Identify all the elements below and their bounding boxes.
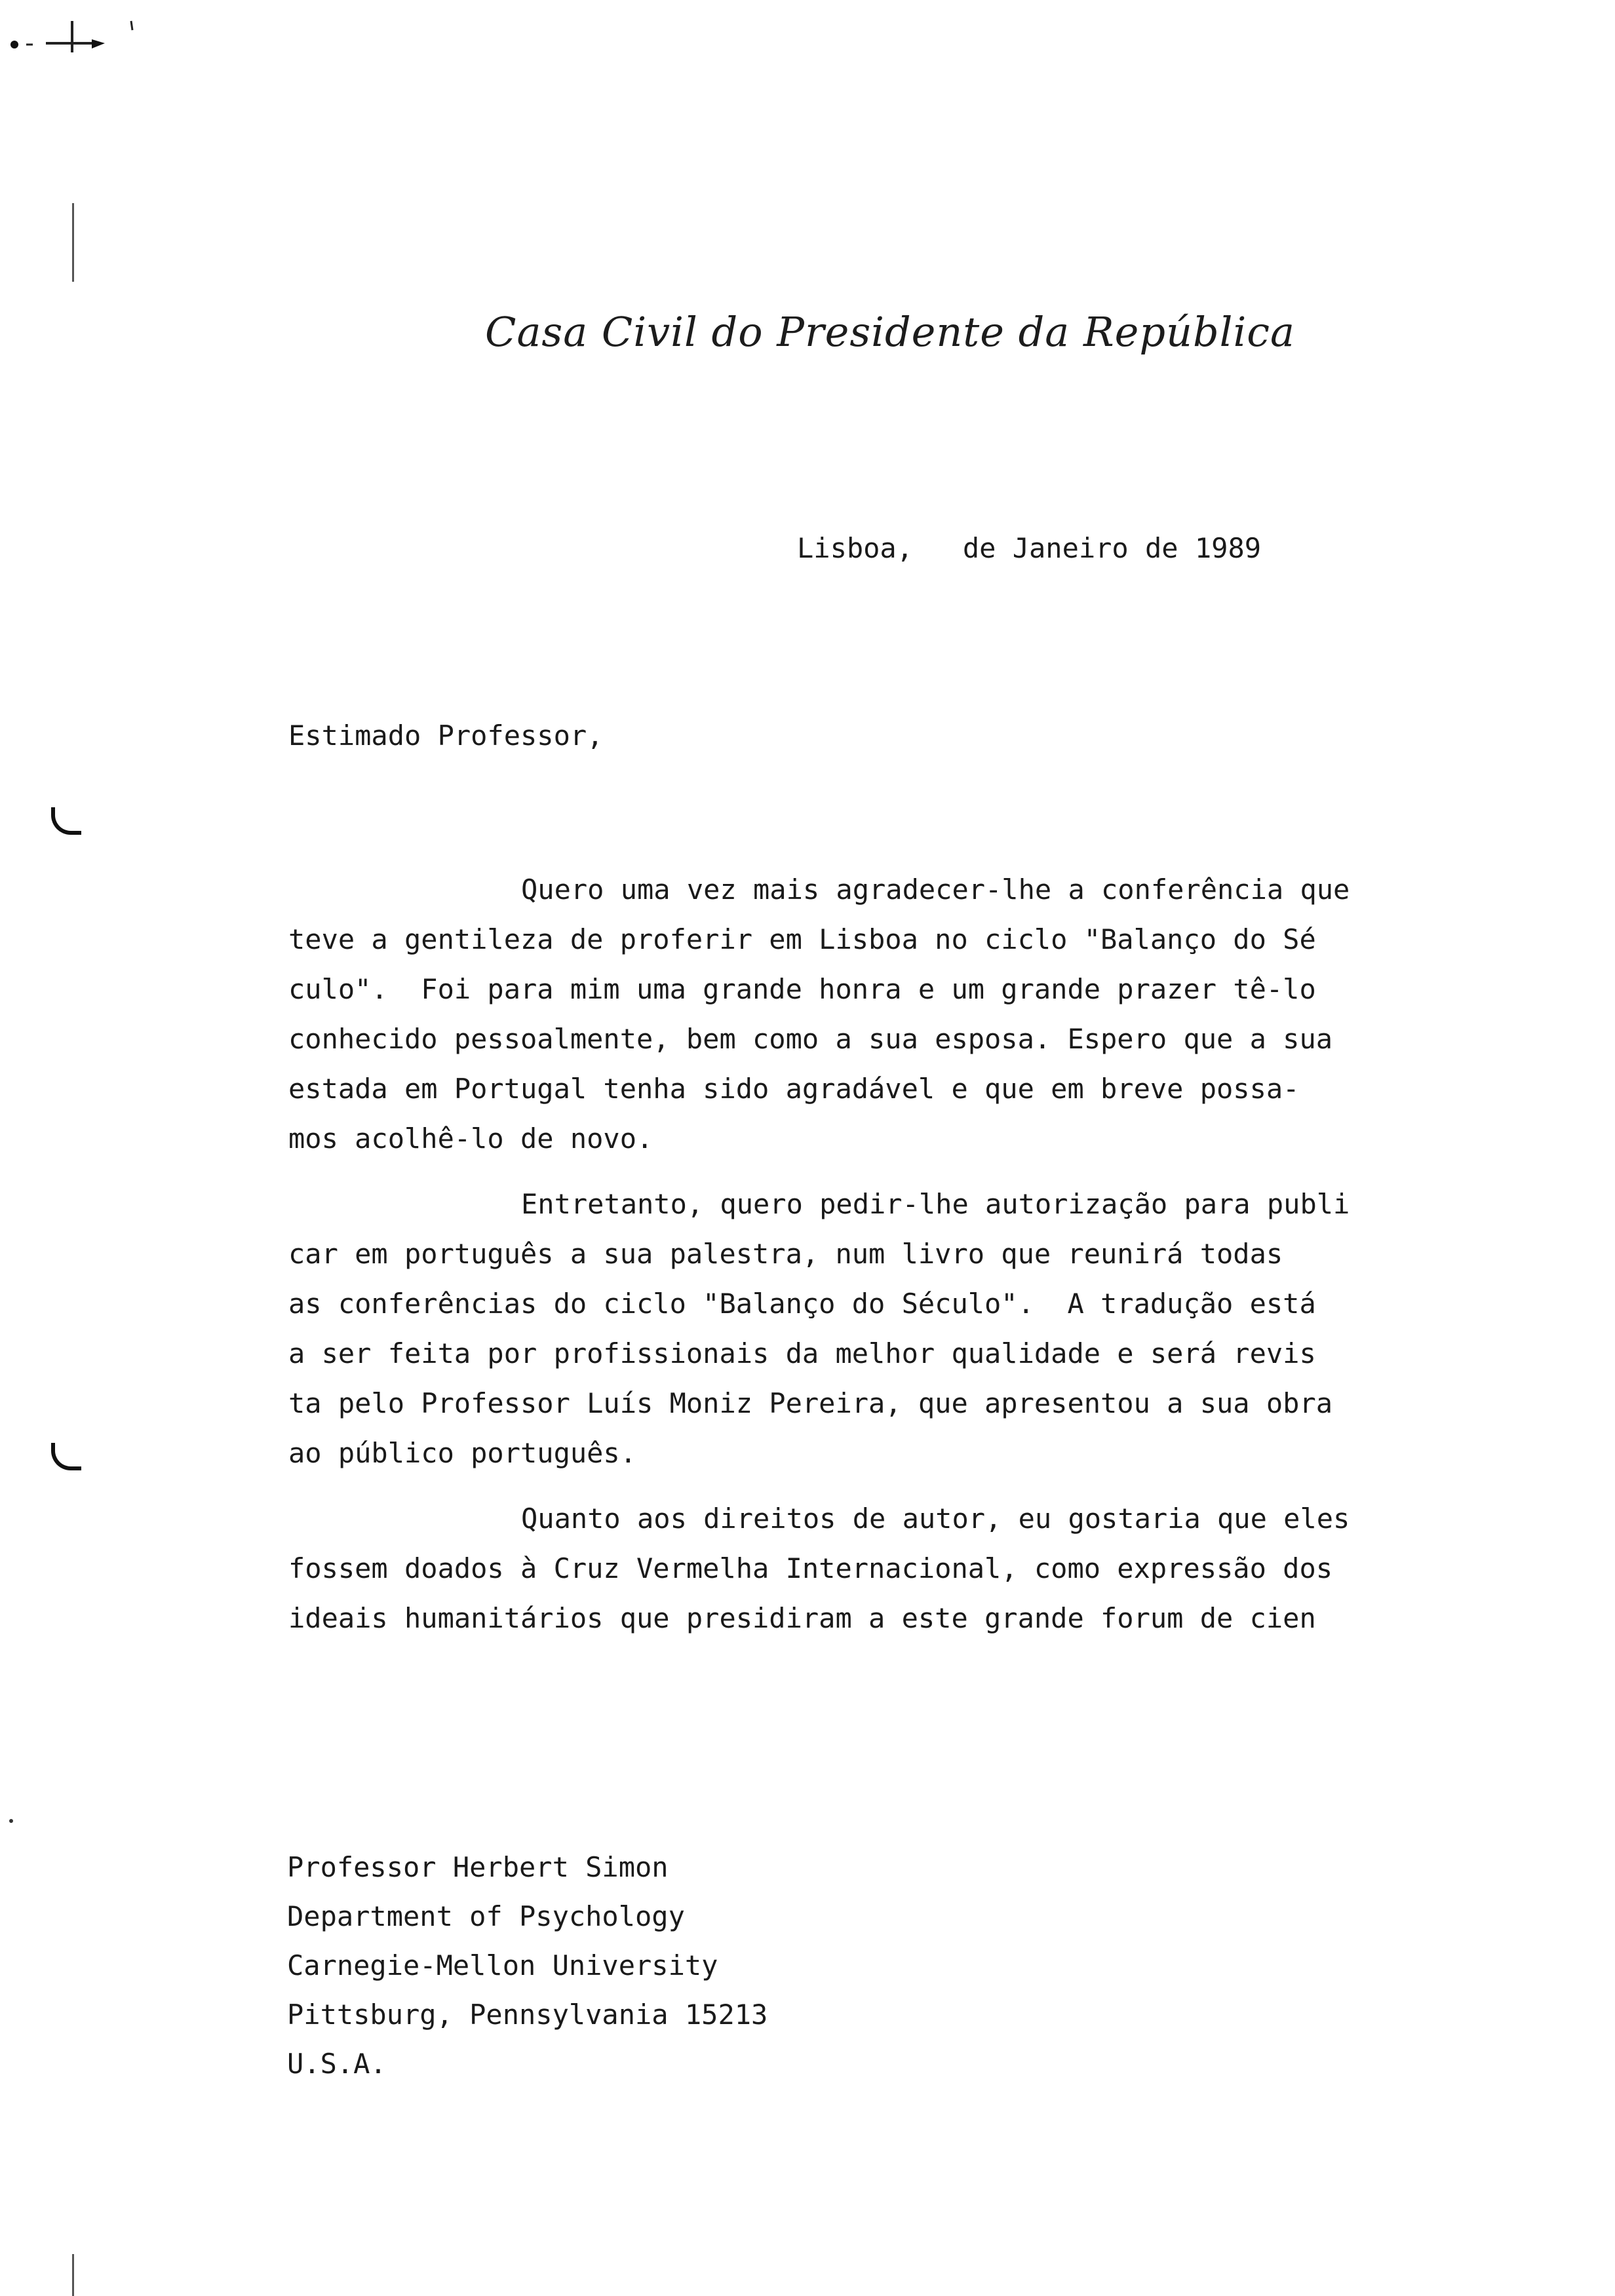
recipient-address (287, 1843, 768, 2088)
margin-line-top (72, 203, 74, 282)
body-line: as conferências do ciclo "Balanço do Século". A tradução está (288, 1288, 1316, 1320)
margin-dot (9, 1819, 13, 1823)
letter-body (288, 865, 1350, 1643)
body-line: mos acolhê-lo de novo. (288, 1122, 653, 1155)
body-line: teve a gentileza de proferir em Lisboa no ciclo "Balanço do Sé (288, 923, 1316, 955)
body-line: ta pelo Professor Luís Moniz Pereira, que apresentou a sua obra (288, 1387, 1333, 1419)
letterhead: Casa Civil do Presidente da República (485, 308, 1295, 356)
address-line: Professor Herbert Simon (287, 1851, 669, 1883)
body-line: Entretanto, quero pedir-lhe autorização para publi (521, 1188, 1350, 1220)
address-line: Pittsburg, Pennsylvania 15213 (287, 1999, 768, 2031)
body-line: estada em Portugal tenha sido agradável e que em breve possa- (288, 1073, 1300, 1105)
body-line: Quanto aos direitos de autor, eu gostaria que eles (521, 1502, 1350, 1535)
address-line: U.S.A. (287, 2048, 387, 2080)
body-line: ao público português. (288, 1437, 637, 1469)
body-line: fossem doados à Cruz Vermelha Internacional, como expressão dos (288, 1552, 1333, 1584)
body-line: a ser feita por profissionais da melhor qualidade e será revis (288, 1337, 1316, 1369)
dateline: Lisboa, de Janeiro de 1989 (797, 532, 1262, 564)
margin-hook-mark (51, 1443, 81, 1470)
body-line: culo". Foi para mim uma grande honra e um grande prazer tê-lo (288, 973, 1316, 1005)
body-line: ideais humanitários que presidiram a este grande forum de cien (288, 1602, 1316, 1634)
address-line: Department of Psychology (287, 1900, 685, 1932)
corner-punch-mark (7, 16, 138, 55)
body-line: Quero uma vez mais agradecer-lhe a conferência que (521, 873, 1350, 906)
body-line: conhecido pessoalmente, bem como a sua esposa. Espero que a sua (288, 1023, 1333, 1055)
margin-hook-mark (51, 807, 81, 835)
address-line: Carnegie-Mellon University (287, 1949, 718, 1981)
margin-line-bottom (72, 2254, 74, 2296)
body-line: car em português a sua palestra, num livro que reunirá todas (288, 1238, 1283, 1270)
salutation: Estimado Professor, (288, 719, 604, 752)
